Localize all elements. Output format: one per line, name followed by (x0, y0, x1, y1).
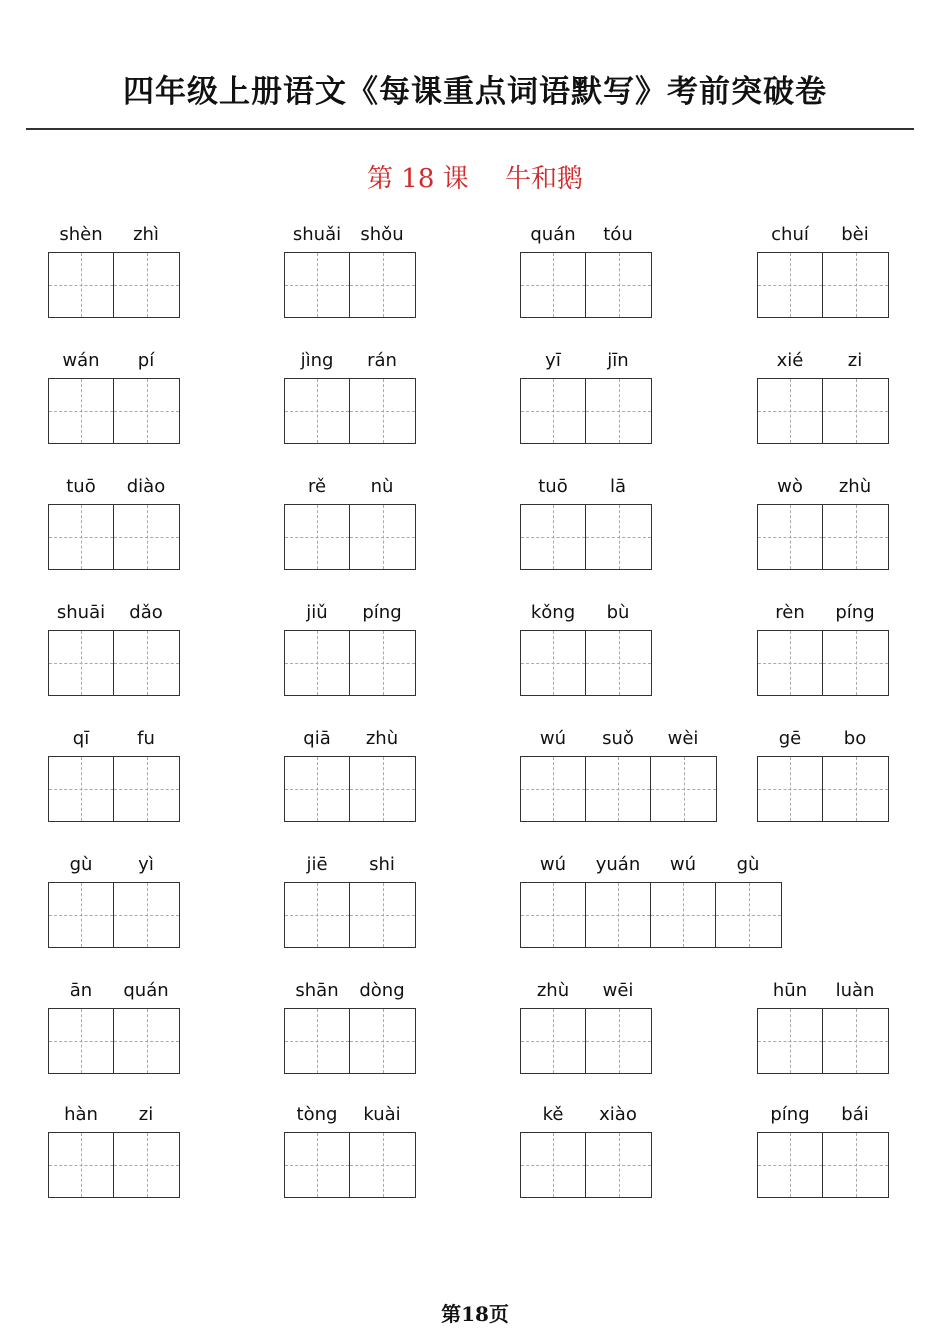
tianzige-cell[interactable] (49, 253, 114, 317)
writing-grid (757, 756, 889, 822)
tianzige-cell[interactable] (758, 1133, 823, 1197)
page-title: 四年级上册语文《每课重点词语默写》考前突破卷 (123, 74, 827, 110)
writing-grid (284, 1132, 416, 1198)
tianzige-cell[interactable] (285, 1133, 350, 1197)
tianzige-cell[interactable] (49, 631, 114, 695)
tianzige-cell[interactable] (823, 1133, 888, 1197)
writing-grid (48, 1132, 180, 1198)
tianzige-cell[interactable] (758, 631, 823, 695)
tianzige-cell[interactable] (49, 505, 114, 569)
tianzige-cell[interactable] (350, 883, 415, 947)
tianzige-cell[interactable] (823, 253, 888, 317)
pinyin-syllable: qī (72, 728, 90, 749)
tianzige-cell[interactable] (114, 505, 179, 569)
tianzige-cell[interactable] (716, 883, 781, 947)
writing-grid (757, 252, 889, 318)
tianzige-cell[interactable] (651, 883, 716, 947)
pinyin-syllable: gù (736, 854, 760, 875)
pinyin-syllable: diào (126, 476, 166, 497)
writing-grid (520, 252, 652, 318)
pinyin-syllable: shān (295, 980, 339, 1001)
writing-grid (520, 630, 652, 696)
pinyin-syllable: fu (137, 728, 155, 749)
writing-grid (48, 882, 180, 948)
tianzige-cell[interactable] (758, 379, 823, 443)
tianzige-cell[interactable] (586, 379, 651, 443)
tianzige-cell[interactable] (758, 253, 823, 317)
pinyin-syllable: zi (847, 350, 863, 371)
pinyin-syllable: rě (307, 476, 327, 497)
tianzige-cell[interactable] (521, 757, 586, 821)
writing-grid (757, 1132, 889, 1198)
pinyin-syllable: tuō (538, 476, 568, 497)
tianzige-cell[interactable] (586, 757, 651, 821)
tianzige-cell[interactable] (586, 505, 651, 569)
pinyin-syllable: zhù (838, 476, 872, 497)
tianzige-cell[interactable] (49, 1009, 114, 1073)
pinyin-syllable: jīn (607, 350, 629, 371)
writing-grid (520, 378, 652, 444)
tianzige-cell[interactable] (114, 379, 179, 443)
tianzige-cell[interactable] (49, 1133, 114, 1197)
tianzige-cell[interactable] (521, 1133, 586, 1197)
pinyin-syllable: pí (137, 350, 155, 371)
title-divider (26, 128, 914, 130)
tianzige-cell[interactable] (521, 1009, 586, 1073)
writing-grid (48, 504, 180, 570)
writing-grid (757, 1008, 889, 1074)
writing-grid (520, 882, 782, 948)
writing-grid (284, 756, 416, 822)
writing-grid (520, 504, 652, 570)
pinyin-syllable: xié (776, 350, 804, 371)
writing-grid (757, 504, 889, 570)
tianzige-cell[interactable] (114, 1133, 179, 1197)
pinyin-syllable: xiào (599, 1104, 637, 1125)
tianzige-cell[interactable] (758, 505, 823, 569)
pinyin-syllable: zhù (365, 728, 399, 749)
tianzige-cell[interactable] (521, 253, 586, 317)
lesson-name: 牛和鹅 (504, 164, 583, 194)
tianzige-cell[interactable] (521, 379, 586, 443)
pinyin-syllable: bù (606, 602, 630, 623)
tianzige-cell[interactable] (521, 883, 586, 947)
pinyin-syllable: ān (69, 980, 93, 1001)
tianzige-cell[interactable] (114, 757, 179, 821)
writing-grid (48, 252, 180, 318)
writing-grid (520, 756, 717, 822)
pinyin-syllable: jìng (300, 350, 334, 371)
pinyin-syllable: píng (835, 602, 875, 623)
pinyin-syllable: kě (542, 1104, 564, 1125)
writing-grid (48, 1008, 180, 1074)
tianzige-cell[interactable] (350, 505, 415, 569)
pinyin-syllable: píng (362, 602, 402, 623)
pinyin-syllable: lā (609, 476, 627, 497)
page-number: 第18页 (441, 1302, 509, 1326)
pinyin-syllable: gē (778, 728, 802, 749)
writing-grid (757, 378, 889, 444)
writing-grid (284, 378, 416, 444)
tianzige-cell[interactable] (823, 379, 888, 443)
pinyin-syllable: wú (539, 854, 567, 875)
tianzige-cell[interactable] (49, 757, 114, 821)
pinyin-syllable: wán (62, 350, 100, 371)
writing-grid (757, 630, 889, 696)
tianzige-cell[interactable] (350, 1009, 415, 1073)
pinyin-syllable: rèn (775, 602, 805, 623)
lesson-number: 第 18 课 (367, 164, 469, 194)
pinyin-syllable: hàn (64, 1104, 98, 1125)
pinyin-syllable: jiē (306, 854, 328, 875)
pinyin-syllable: shuāi (56, 602, 106, 623)
tianzige-cell[interactable] (521, 631, 586, 695)
writing-grid (520, 1008, 652, 1074)
pinyin-syllable: yī (545, 350, 561, 371)
pinyin-syllable: quán (123, 980, 169, 1001)
tianzige-cell[interactable] (285, 379, 350, 443)
tianzige-cell[interactable] (586, 883, 651, 947)
writing-grid (284, 252, 416, 318)
pinyin-syllable: chuí (771, 224, 809, 245)
pinyin-syllable: yuán (595, 854, 641, 875)
pinyin-syllable: dǎo (129, 602, 163, 623)
tianzige-cell[interactable] (114, 883, 179, 947)
tianzige-cell[interactable] (285, 757, 350, 821)
pinyin-syllable: wēi (602, 980, 634, 1001)
lesson-heading (0, 158, 950, 195)
tianzige-cell[interactable] (823, 1009, 888, 1073)
pinyin-syllable: luàn (835, 980, 875, 1001)
tianzige-cell[interactable] (350, 631, 415, 695)
tianzige-cell[interactable] (114, 253, 179, 317)
writing-grid (48, 378, 180, 444)
pinyin-syllable: qiā (303, 728, 331, 749)
pinyin-syllable: quán (530, 224, 576, 245)
tianzige-cell[interactable] (285, 883, 350, 947)
pinyin-syllable: wèi (667, 728, 699, 749)
pinyin-syllable: tóu (603, 224, 633, 245)
tianzige-cell[interactable] (521, 505, 586, 569)
tianzige-cell[interactable] (285, 1009, 350, 1073)
tianzige-cell[interactable] (823, 757, 888, 821)
tianzige-cell[interactable] (350, 379, 415, 443)
pinyin-syllable: shèn (59, 224, 103, 245)
tianzige-cell[interactable] (586, 253, 651, 317)
pinyin-syllable: wò (777, 476, 803, 497)
pinyin-syllable: suǒ (602, 728, 634, 749)
pinyin-syllable: kǒng (530, 602, 576, 623)
pinyin-syllable: rán (367, 350, 397, 371)
pinyin-syllable: hūn (772, 980, 808, 1001)
pinyin-syllable: gù (69, 854, 93, 875)
writing-grid (284, 1008, 416, 1074)
tianzige-cell[interactable] (586, 631, 651, 695)
writing-grid (284, 630, 416, 696)
pinyin-syllable: zhù (536, 980, 570, 1001)
tianzige-cell[interactable] (651, 757, 716, 821)
pinyin-syllable: bái (841, 1104, 869, 1125)
pinyin-syllable: wú (669, 854, 697, 875)
pinyin-syllable: tòng (296, 1104, 338, 1125)
pinyin-syllable: dòng (359, 980, 405, 1001)
tianzige-cell[interactable] (758, 757, 823, 821)
pinyin-syllable: kuài (363, 1104, 401, 1125)
writing-grid (48, 756, 180, 822)
tianzige-cell[interactable] (350, 253, 415, 317)
tianzige-cell[interactable] (114, 631, 179, 695)
tianzige-cell[interactable] (586, 1133, 651, 1197)
writing-grid (284, 504, 416, 570)
tianzige-cell[interactable] (114, 1009, 179, 1073)
tianzige-cell[interactable] (586, 1009, 651, 1073)
tianzige-cell[interactable] (285, 631, 350, 695)
pinyin-syllable: píng (770, 1104, 810, 1125)
pinyin-syllable: shi (369, 854, 395, 875)
tianzige-cell[interactable] (49, 883, 114, 947)
tianzige-cell[interactable] (758, 1009, 823, 1073)
tianzige-cell[interactable] (49, 379, 114, 443)
tianzige-cell[interactable] (285, 253, 350, 317)
pinyin-syllable: nù (370, 476, 394, 497)
pinyin-syllable: bèi (841, 224, 869, 245)
pinyin-syllable: zhì (133, 224, 159, 245)
tianzige-cell[interactable] (285, 505, 350, 569)
pinyin-syllable: zi (138, 1104, 154, 1125)
pinyin-syllable: tuō (66, 476, 96, 497)
writing-grid (284, 882, 416, 948)
writing-grid (48, 630, 180, 696)
pinyin-syllable: shǒu (360, 224, 404, 245)
pinyin-syllable: shuǎi (292, 224, 342, 245)
pinyin-syllable: bo (843, 728, 867, 749)
tianzige-cell[interactable] (823, 505, 888, 569)
tianzige-cell[interactable] (823, 631, 888, 695)
tianzige-cell[interactable] (350, 757, 415, 821)
pinyin-syllable: wú (539, 728, 567, 749)
writing-grid (520, 1132, 652, 1198)
tianzige-cell[interactable] (350, 1133, 415, 1197)
pinyin-syllable: yì (138, 854, 154, 875)
pinyin-syllable: jiǔ (306, 602, 328, 623)
